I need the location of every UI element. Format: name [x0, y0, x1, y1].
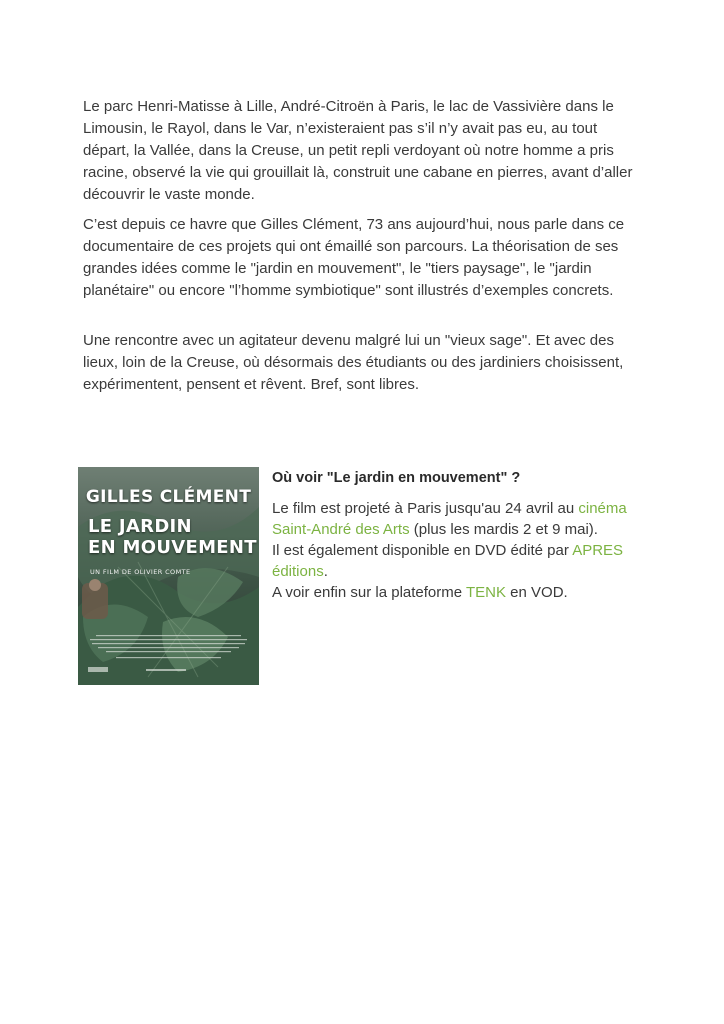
apres-editions-link[interactable]: APRES éditions	[272, 542, 624, 580]
vod-text: A voir enfin sur la plateforme	[272, 584, 466, 601]
dvd-info	[272, 540, 652, 582]
screening-dates-text: (plus les mardis 2 et 9 mai).	[409, 521, 598, 538]
dvd-text: Il est également disponible en DVD édité par	[272, 542, 573, 559]
vod-info	[272, 582, 652, 603]
where-to-see-section	[272, 468, 652, 603]
tenk-link[interactable]: TENK	[466, 584, 507, 601]
poster-title-line-1: LE JARDIN	[88, 516, 192, 537]
screening-text: Le film est projeté à Paris jusqu'au 24 avril au	[272, 500, 579, 517]
poster-subtitle: UN FILM DE OLIVIER COMTE	[90, 568, 191, 576]
dvd-end-text: .	[323, 563, 328, 580]
vod-end-text: en VOD.	[506, 584, 568, 601]
poster-credits-lines	[86, 635, 251, 675]
article-paragraph-2: C’est depuis ce havre que Gilles Clément, 73 ans aujourd’hui, nous parle dans ce documentaire de ces projets qui ont émaillé son parcours. La théorisation de ses grandes idées comme le "jardin en mouvement", le "tiers paysage", le "jardin planétaire" ou encore "l’homme symbiotique" sont illustrés d’exemples concrets.	[83, 216, 625, 299]
poster-title-line-2: EN MOUVEMENT	[88, 537, 257, 558]
article-paragraph-1: Le parc Henri-Matisse à Lille, André-Citroën à Paris, le lac de Vassivière dans le Limousin, le Rayol, dans le Var, n’existeraient pas s’il n’y avait pas eu, au tout départ, la Vallée, dans la Creuse, un petit repli verdoyant où notre homme a pris racine, observé la vie qui grouillait là, construit une cabane en pierres, avant d’aller découvrir le vaste monde.	[83, 98, 633, 203]
poster-author: GILLES CLÉMENT	[85, 487, 252, 507]
article-paragraph-3: Une rencontre avec un agitateur devenu malgré lui un "vieux sage". Et avec des lieux, loin de la Creuse, où désormais des étudiants ou des jardiniers choisissent, expérimentent, pensent et rêvent. Bref, sont libres.	[83, 332, 624, 393]
where-to-see-heading: Où voir "Le jardin en mouvement" ?	[272, 470, 521, 486]
cinema-saint-andre-link[interactable]: cinéma Saint-André des Arts	[272, 500, 627, 538]
screening-info	[272, 498, 652, 540]
film-poster-image	[78, 467, 259, 685]
